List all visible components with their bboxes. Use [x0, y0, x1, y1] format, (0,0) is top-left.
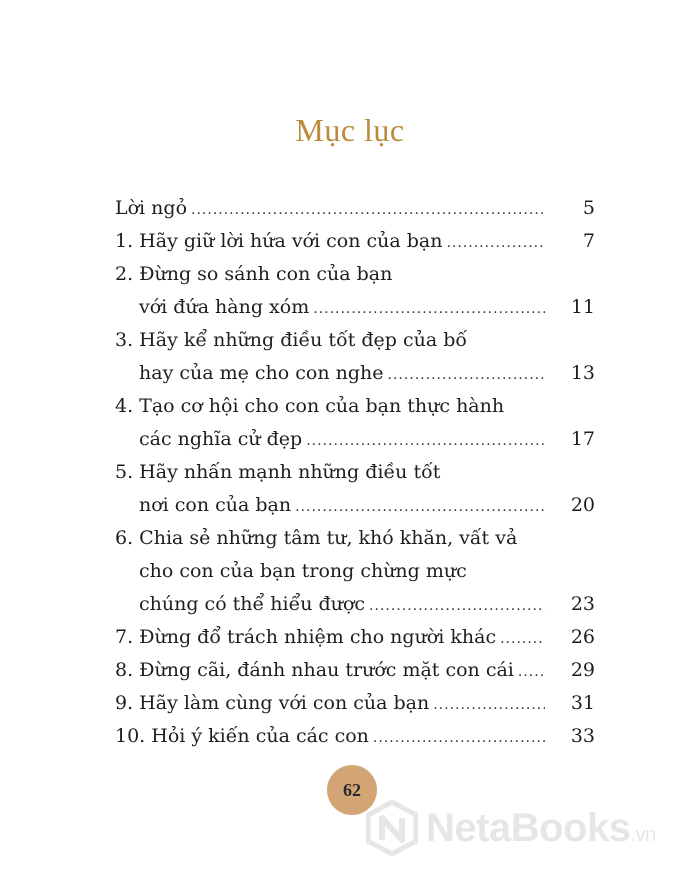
dot-leader [500, 623, 545, 656]
toc-page-number: 29 [570, 659, 595, 681]
toc-entry [115, 621, 595, 654]
toc-entry-title-continued: với đứa hàng xóm [139, 296, 310, 318]
toc-entry-title-continued: cho con của bạn trong chừng mực [139, 560, 467, 582]
dot-leader [191, 194, 545, 227]
toc-entry [115, 456, 595, 522]
toc-page-number: 7 [582, 230, 595, 252]
toc-page-number: 5 [582, 197, 595, 219]
dot-leader [387, 359, 545, 392]
toc-entry-title: 9. Hãy làm cùng với con của bạn [115, 692, 430, 714]
toc-entry-title: 2. Đừng so sánh con của bạn [115, 263, 393, 285]
toc-entry [115, 687, 595, 720]
toc-entry [115, 390, 595, 456]
toc-entry-title: 3. Hãy kể những điều tốt đẹp của bố [115, 329, 468, 351]
toc-page-number: 31 [570, 692, 595, 714]
watermark [366, 800, 656, 856]
toc-page-number: 13 [570, 362, 595, 384]
toc-entry-title: 6. Chia sẻ những tâm tư, khó khăn, vất vả [115, 527, 518, 549]
toc-entry [115, 192, 595, 225]
dot-leader [433, 689, 545, 722]
watermark-text [426, 806, 656, 851]
toc-entry-title-continued: hay của mẹ cho con nghe [139, 362, 384, 384]
watermark-brand: NetaBooks [426, 805, 631, 850]
dot-leader [369, 590, 545, 623]
toc-entry-title: Lời ngỏ [115, 197, 188, 219]
toc-page-number: 23 [570, 593, 595, 615]
netabooks-logo-icon [366, 800, 418, 856]
toc-entry-title-continued: chúng có thể hiểu được [139, 593, 366, 615]
dot-leader [446, 227, 545, 260]
toc-entry [115, 225, 595, 258]
toc-entry-title: 8. Đừng cãi, đánh nhau trước mặt con cái [115, 659, 514, 681]
toc-entry-title-continued: các nghĩa cử đẹp [139, 428, 303, 450]
toc-entry-title: 7. Đừng đổ trách nhiệm cho người khác [115, 626, 497, 648]
toc-entry-title: 10. Hỏi ý kiến của các con [115, 725, 369, 747]
toc-page-number: 20 [570, 494, 595, 516]
table-of-contents [115, 192, 595, 753]
toc-page-number: 17 [570, 428, 595, 450]
toc-entry-title-continued: nơi con của bạn [139, 494, 292, 516]
watermark-suffix: .vn [630, 823, 656, 846]
dot-leader [306, 425, 545, 458]
toc-entry-title: 5. Hãy nhấn mạnh những điều tốt [115, 461, 441, 483]
dot-leader [518, 656, 545, 689]
toc-entry [115, 720, 595, 753]
toc-entry [115, 324, 595, 390]
page-title: Mục lục [295, 112, 405, 148]
dot-leader [373, 722, 545, 755]
toc-page-number: 26 [570, 626, 595, 648]
toc-entry-title: 4. Tạo cơ hội cho con của bạn thực hành [115, 395, 505, 417]
toc-entry-title: 1. Hãy giữ lời hứa với con của bạn [115, 230, 443, 252]
dot-leader [313, 293, 545, 326]
toc-entry [115, 522, 595, 621]
page-number: 62 [343, 779, 361, 800]
toc-entry [115, 654, 595, 687]
toc-page-number: 11 [570, 296, 595, 318]
toc-page-number: 33 [570, 725, 595, 747]
dot-leader [295, 491, 545, 524]
toc-entry [115, 258, 595, 324]
